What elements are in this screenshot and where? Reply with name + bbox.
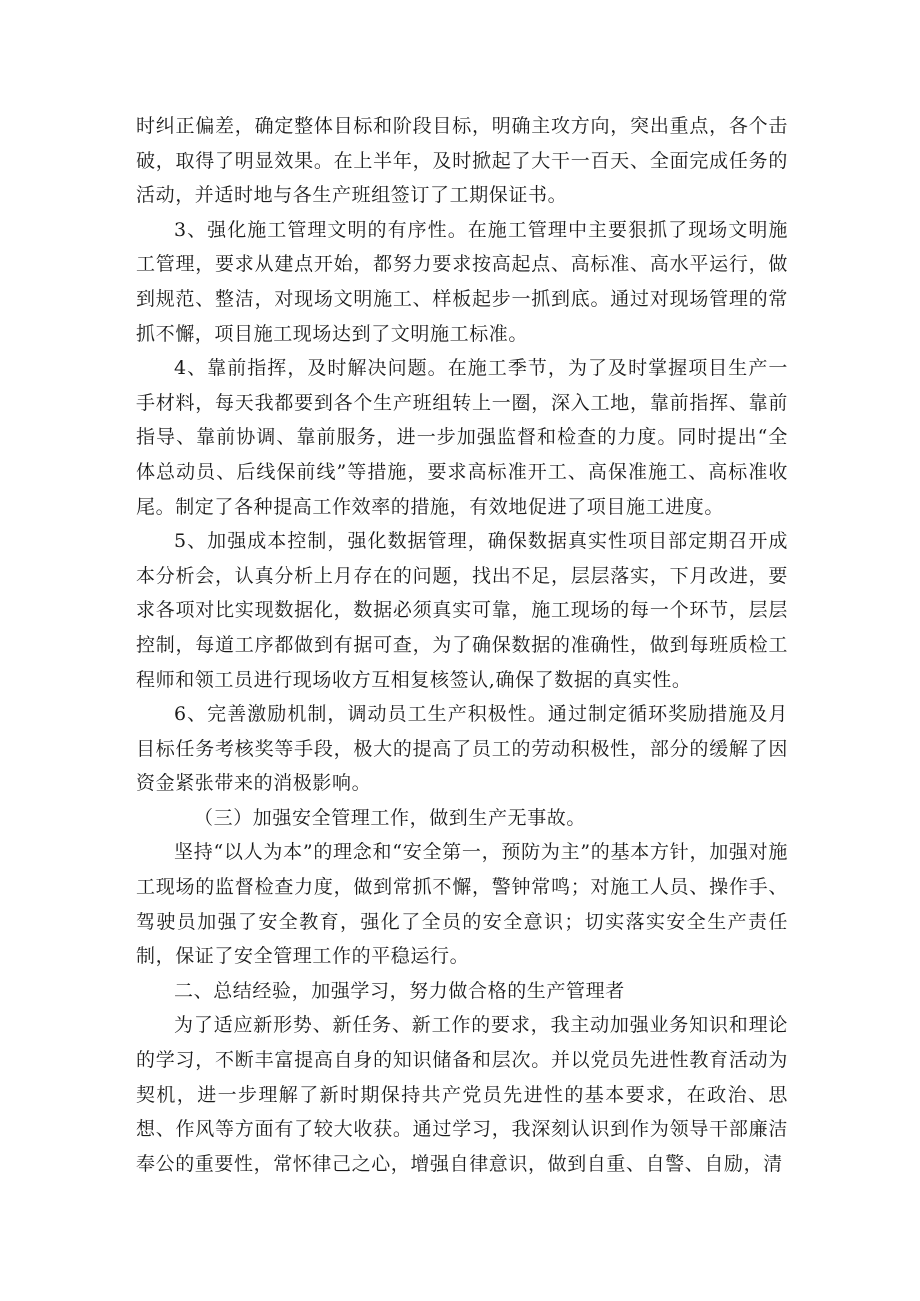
document-body: [136, 109, 788, 1181]
section-heading-experience: 二、总结经验，加强学习，努力做合格的生产管理者: [174, 979, 625, 1002]
paragraph-safety: 坚持“以人为本”的理念和“安全第一，预防为主”的基本方针，加强对施工现场的监督检查力度，做到常抓不懈，警钟常鸣；对施工人员、操作手、驾驶员加强了安全教育，强化了全员的安全意识；切实落实安全生产责任制，保证了安全管理工作的平稳运行。: [136, 841, 788, 968]
paragraph-item-4: 4、靠前指挥，及时解决问题。在施工季节，为了及时掌握项目生产一手材料，每天我都要到各个生产班组转上一圈，深入工地，靠前指挥、靠前指导、靠前协调、靠前服务，进一步加强监督和检查的力度。同时提出“全体总动员、后线保前线”等措施，要求高标准开工、高保准施工、高标准收尾。制定了各种提高工作效率的措施，有效地促进了项目施工进度。: [136, 357, 788, 518]
paragraph-continuation: 时纠正偏差，确定整体目标和阶段目标，明确主攻方向，突出重点，各个击破，取得了明显效果。在上半年，及时掀起了大干一百天、全面完成任务的活动，并适时地与各生产班组签订了工期保证书。: [136, 115, 788, 207]
paragraph-item-3: 3、强化施工管理文明的有序性。在施工管理中主要狠抓了现场文明施工管理，要求从建点开始，都努力要求按高起点、高标准、高水平运行，做到规范、整洁，对现场文明施工、样板起步一抓到底。通过对现场管理的常抓不懈，项目施工现场达到了文明施工标准。: [136, 218, 788, 345]
paragraph-item-5: 5、加强成本控制，强化数据管理，确保数据真实性项目部定期召开成本分析会，认真分析上月存在的问题，找出不足，层层落实，下月改进，要求各项对比实现数据化，数据必须真实可靠，施工现场的每一个环节，层层控制，每道工序都做到有据可查，为了确保数据的准确性，做到每班质检工程师和领工员进行现场收方互相复核签认,确保了数据的真实性。: [136, 530, 788, 691]
paragraph-item-6: 6、完善激励机制，调动员工生产积极性。通过制定循环奖励措施及月目标任务考核奖等手段，极大的提高了员工的劳动积极性，部分的缓解了因资金紧张带来的消极影响。: [136, 703, 788, 795]
section-heading-safety: （三）加强安全管理工作，做到生产无事故。: [194, 806, 587, 829]
paragraph-learning: 为了适应新形势、新任务、新工作的要求，我主动加强业务知识和理论的学习，不断丰富提高自身的知识储备和层次。并以党员先进性教育活动为契机，进一步理解了新时期保持共产党员先进性的基本要求，在政治、思想、作风等方面有了较大收获。通过学习，我深刻认识到作为领导干部廉洁奉公的重要性，常怀律己之心，增强自律意识，做到自重、自警、自励，清: [136, 1014, 788, 1175]
